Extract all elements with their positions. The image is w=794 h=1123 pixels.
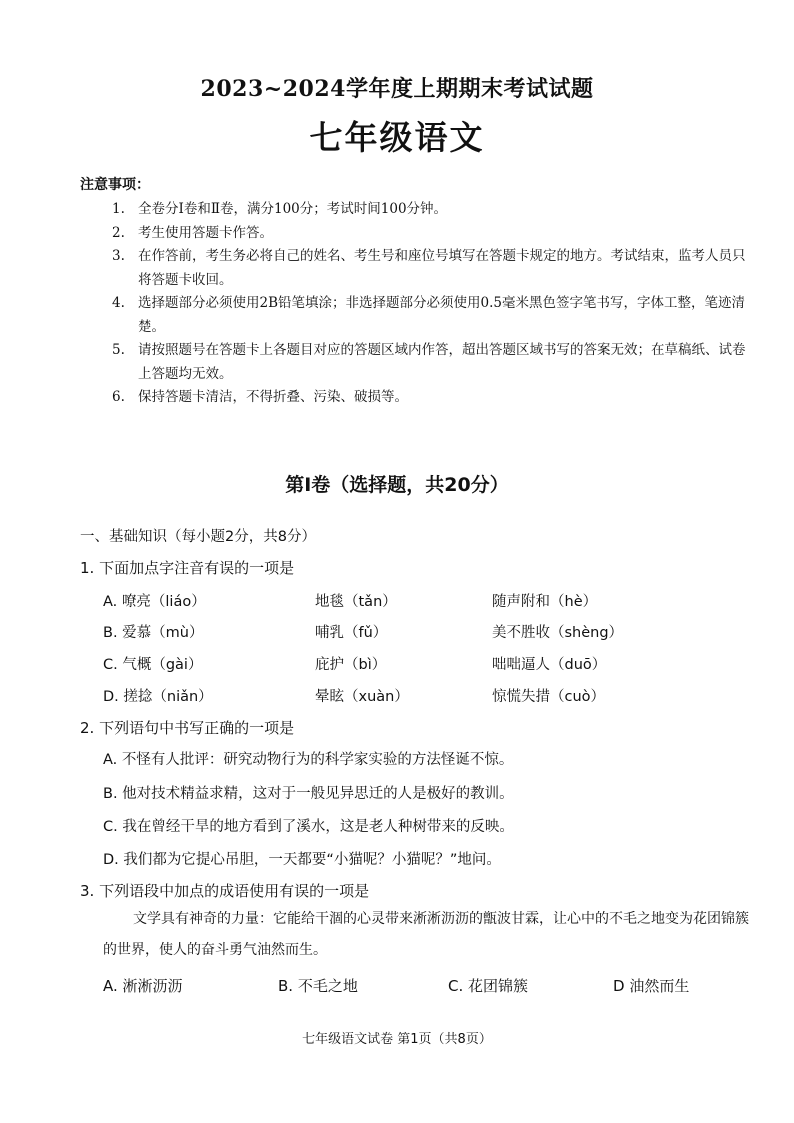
q2-option: B. 他对技术精益求精，这对于一般见异思迁的人是极好的教训。 bbox=[103, 786, 514, 802]
notice-item bbox=[112, 222, 757, 246]
q1-option: 晕眩（xuàn） bbox=[315, 689, 409, 705]
notice-item-text: 全卷分Ⅰ卷和Ⅱ卷，满分100分；考试时间100分钟。 bbox=[138, 201, 448, 217]
q1-option: 惊慌失措（cuò） bbox=[492, 689, 606, 705]
subject-title: 七年级语文 bbox=[309, 118, 485, 157]
notice-item-text: 在作答前，考生务必将自己的姓名、考生号和座位号填写在答题卡规定的地方。考试结束，监考人员只将答题卡收回。 bbox=[138, 248, 746, 288]
q1-option: 庇护（bì） bbox=[315, 657, 387, 673]
q1-option: 美不胜收（shèng） bbox=[492, 625, 624, 641]
notice-item-text: 请按照题号在答题卡上各题目对应的答题区域内作答，超出答题区域书写的答案无效；在草稿纸、试卷上答题均无效。 bbox=[138, 342, 746, 382]
q2-option: C. 我在曾经干旱的地方看到了溪水，这是老人种树带来的反映。 bbox=[103, 819, 514, 835]
q3-option: A. 淅淅沥沥 bbox=[103, 977, 183, 995]
q1-option: 咄咄逼人（duō） bbox=[492, 657, 607, 673]
notice-item-number: 5. bbox=[112, 342, 125, 358]
page-footer: 七年级语文试卷 第1页（共8页） bbox=[302, 1032, 492, 1047]
notice-item-text: 考生使用答题卡作答。 bbox=[138, 224, 273, 241]
section-title: 第Ⅰ卷（选择题，共20分） bbox=[285, 474, 509, 496]
notice-heading: 注意事项： bbox=[80, 177, 150, 193]
part-heading: 一、基础知识（每小题2分，共8分） bbox=[80, 529, 316, 545]
notice-item-text: 选择题部分必须使用2B铅笔填涂；非选择题部分必须使用0.5毫米黑色签字笔书写，字体工整，笔迹清楚。 bbox=[138, 295, 745, 335]
q3-option: D 油然而生 bbox=[613, 977, 690, 995]
notice-item bbox=[112, 245, 757, 292]
notice-item bbox=[112, 386, 757, 410]
q1-option: D. 搓捻（niǎn） bbox=[103, 689, 213, 705]
q3-passage: 文学具有神奇的力量：它能给干涸的心灵带来淅淅沥沥的甑波甘霖，让心中的不毛之地变为花团锦簇的世界，使人的奋斗勇气油然而生。 bbox=[103, 911, 749, 958]
question-1-stem: 1. 下面加点字注音有误的一项是 bbox=[80, 559, 295, 577]
notice-item-number: 3. bbox=[112, 248, 125, 264]
notice-item-text: 保持答题卡清洁，不得折叠、污染、破损等。 bbox=[138, 389, 408, 405]
q3-option: C. 花团锦簇 bbox=[448, 977, 529, 995]
q1-option: 哺乳（fǔ） bbox=[315, 625, 388, 641]
notice-item-number: 1. bbox=[112, 201, 125, 217]
q1-option: A. 嘹亮（liáo） bbox=[103, 594, 206, 610]
notice-item bbox=[112, 292, 757, 339]
q2-option: A. 不怪有人批评：研究动物行为的科学家实验的方法怪诞不惊。 bbox=[103, 752, 514, 768]
q1-option: 地毯（tǎn） bbox=[315, 594, 397, 610]
q1-option: 随声附和（hè） bbox=[492, 594, 598, 610]
question-2-stem: 2. 下列语句中书写正确的一项是 bbox=[80, 719, 295, 737]
notice-item-number: 4. bbox=[112, 295, 125, 311]
question-3-stem: 3. 下列语段中加点的成语使用有误的一项是 bbox=[80, 882, 370, 900]
exam-title: 2023~2024学年度上期期末考试试题 bbox=[200, 76, 594, 102]
q1-option: C. 气概（gài） bbox=[103, 657, 203, 673]
q2-option: D. 我们都为它提心吊胆，一天都要“小猫呢？小猫呢？”地问。 bbox=[103, 852, 501, 868]
q1-option: B. 爱慕（mù） bbox=[103, 625, 204, 641]
notice-item-number: 2. bbox=[112, 224, 125, 241]
q3-option: B. 不毛之地 bbox=[278, 977, 358, 995]
notice-item-number: 6. bbox=[112, 389, 125, 405]
notice-item bbox=[112, 198, 757, 222]
notice-list bbox=[112, 198, 757, 410]
notice-item bbox=[112, 339, 757, 386]
